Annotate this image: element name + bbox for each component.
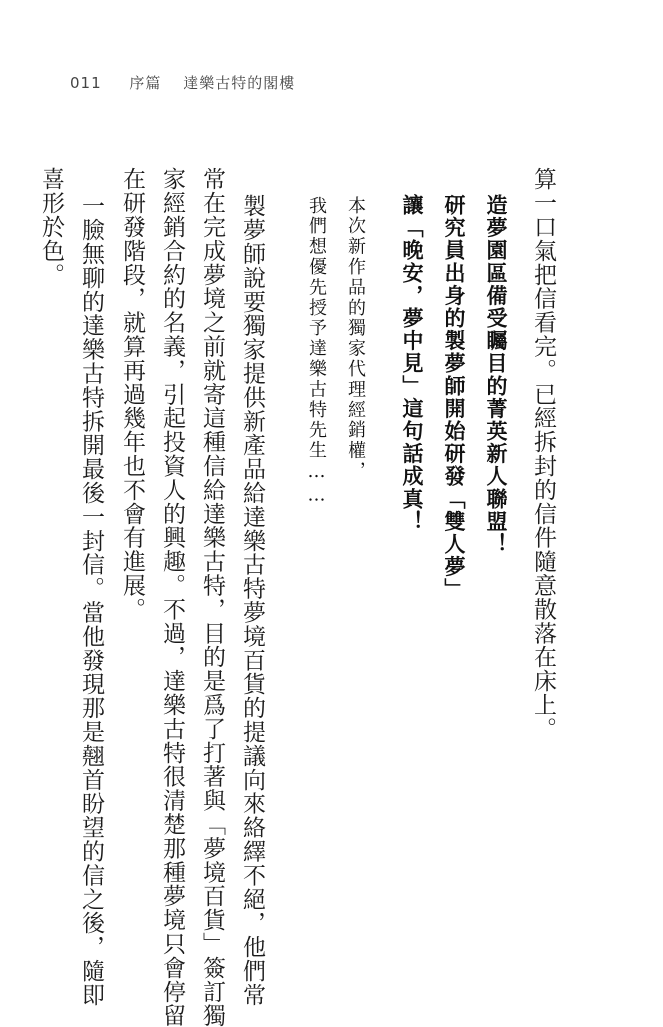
letter-text-column: 我們想優先授予達樂古特先生…… [306,196,327,508]
chapter-title: 達樂古特的閣樓 [183,74,296,92]
letter-text-column: 本次新作品的獨家代理經銷權， [345,196,366,482]
letter-text-column: 讓「晚安，夢中見」這句話成真！ [400,194,425,533]
body-text-column: 家經銷合約的名義，引起投資人的興趣。不過，達樂古特很清楚那種夢境只會停留 [159,167,185,1027]
body-text-column: 一臉無聊的達樂古特拆開最後一封信。當他發現那是翹首盼望的信之後，隨即 [78,194,104,1007]
body-text-column: 常在完成夢境之前就寄這種信給達樂古特，目的是爲了打著與「夢境百貨」簽訂獨 [199,167,225,1027]
running-header [70,72,295,93]
page-number: 011 [70,74,102,92]
body-text-column: 喜形於色。 [38,167,64,287]
body-text-column: 在研發階段，就算再過幾年也不會有進展。 [119,167,145,622]
body-text-column: 製夢師說要獨家提供新產品給達樂古特夢境百貨的提議向來絡繹不絕，他們常 [239,194,265,1007]
body-text-column: 算一口氣把信看完。已經拆封的信件隨意散落在床上。 [530,167,556,741]
chapter-part: 序篇 [129,74,162,92]
letter-text-column: 造夢園區備受矚目的菁英新人聯盟！ [484,194,509,556]
letter-text-column: 研究員出身的製夢師開始研發「雙人夢」 [442,194,467,601]
